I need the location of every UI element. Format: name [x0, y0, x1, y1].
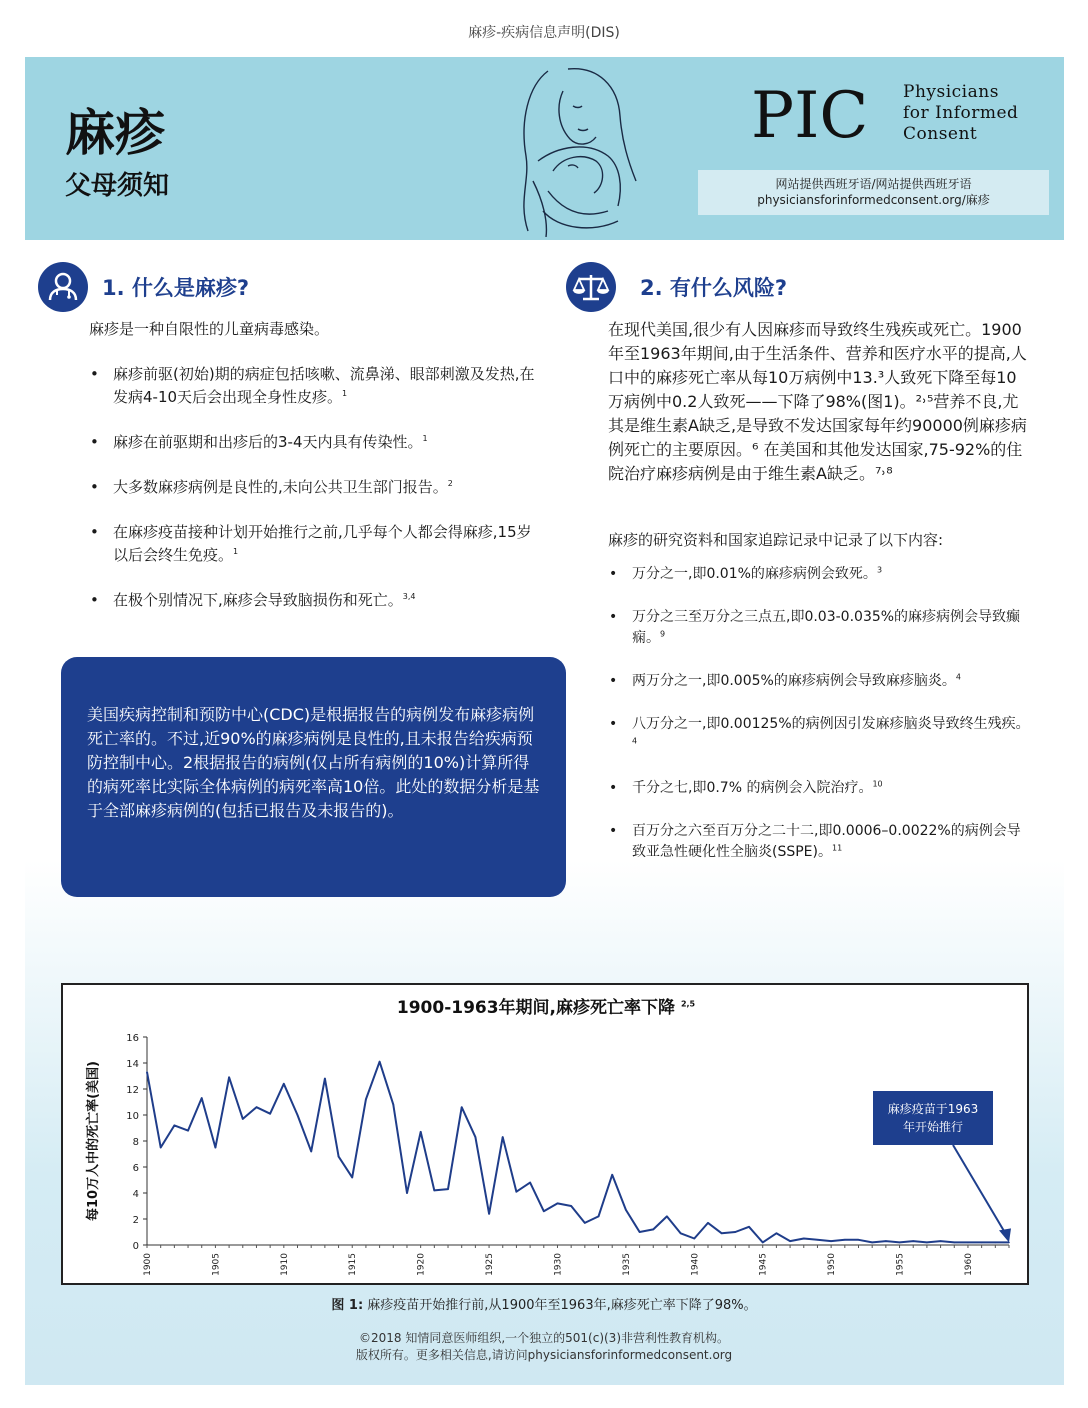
y-tick-label: 6	[132, 1163, 139, 1174]
annotation-text-line-2: 年开始推行	[902, 1120, 964, 1134]
doctor-icon	[38, 262, 88, 312]
data-point	[830, 1240, 832, 1242]
data-point	[160, 1147, 162, 1149]
x-tick-label: 1930	[553, 1253, 564, 1276]
pic-logo-icon	[751, 79, 886, 149]
section1-title: 1. 什么是麻疹?	[102, 276, 250, 300]
y-tick-label: 4	[132, 1189, 139, 1200]
y-tick-label: 10	[126, 1111, 139, 1122]
list-item: • 麻疹前驱(初始)期的病症包括咳嗽、流鼻涕、眼部刺激及发热,在发病4-10天后会出现全身性皮疹。$^1$	[87, 363, 539, 409]
header-banner	[25, 57, 1064, 240]
annotation-arrowhead	[999, 1228, 1011, 1242]
data-point	[803, 1238, 805, 1240]
data-point	[324, 1078, 326, 1080]
annotation-arrow	[953, 1145, 1006, 1234]
data-point	[406, 1192, 408, 1194]
data-point	[625, 1209, 627, 1211]
x-tick-label: 1900	[143, 1253, 153, 1276]
data-point	[652, 1229, 654, 1231]
data-point	[228, 1077, 230, 1079]
data-point	[283, 1083, 285, 1085]
annotation-box	[873, 1091, 993, 1145]
list-item: • 两万分之一,即0.005%的麻疹病例会导致麻疹脑炎。$^4$	[606, 671, 1032, 692]
section2-paragraph: 在现代美国,很少有人因麻疹而导致终生残疾或死亡。1900年至1963年期间,由于生活条件、营养和医疗水平的提高,人口中的麻疹死亡率从每10万病例中13.³人致死下降至每10万病例中0.2人致死——下降了98%(图1)。²˒⁵营养不良,尤其是维生素A缺乏,是导致不发达国家每年约90000例麻疹病例死亡的主要原因。⁶ 在美国和其他发达国家,75-92%的住院治疗麻疹病例是由于维生素A缺乏。⁷˒⁸	[608, 320, 1027, 483]
data-point	[447, 1188, 449, 1190]
website-link[interactable]: physiciansforinformedconsent.org/麻疹	[757, 193, 990, 207]
data-point	[557, 1203, 559, 1205]
data-point	[379, 1061, 381, 1063]
data-point	[256, 1106, 258, 1108]
data-point	[871, 1242, 873, 1244]
x-tick-label: 1920	[416, 1253, 427, 1276]
figure-caption: 图 1: 麻疹疫苗开始推行前,从1900年至1963年,麻疹死亡率下降了98%。	[331, 1298, 757, 1313]
data-point	[434, 1190, 436, 1192]
data-point	[475, 1136, 477, 1138]
data-point	[543, 1210, 545, 1212]
data-point	[516, 1191, 518, 1193]
data-point	[817, 1239, 819, 1241]
x-tick-label: 1905	[211, 1253, 222, 1276]
cdc-callout-box: 美国疾病控制和预防中心(CDC)是根据报告的病例发布麻疹病例死亡率的。不过,近90%的麻疹病例是良性的,且未报告给疾病预防控制中心。2根据报告的病例(仅占所有病例的10%)计算所得的病死率比实际全体病例的病死率高10倍。此处的数据分析是基于全部麻疹病例的(包括已报告及未报告的)。	[61, 657, 566, 897]
data-point	[694, 1238, 696, 1240]
data-point	[529, 1182, 531, 1184]
x-tick-label: 1945	[758, 1253, 769, 1276]
logo-text-line-3: Consent	[903, 124, 978, 144]
data-point	[338, 1156, 340, 1158]
y-tick-label: 12	[126, 1085, 139, 1096]
mortality-series-line	[147, 1062, 1009, 1243]
measles-mortality-chart	[61, 983, 1029, 1285]
list-item: • 在麻疹疫苗接种计划开始推行之前,几乎每个人都会得麻疹,15岁以后会终生免疫。$^1$	[87, 521, 539, 567]
logo-text-line-1: Physicians	[903, 82, 999, 102]
data-point	[351, 1177, 353, 1179]
chart-title: 1900-1963年期间,麻疹死亡率下降 $^{2,5}$	[396, 998, 696, 1018]
data-point	[174, 1125, 176, 1127]
y-tick-label: 8	[132, 1137, 139, 1148]
data-point	[187, 1130, 189, 1132]
annotation-text-line-1: 麻疹疫苗于1963	[887, 1102, 979, 1116]
page-subtitle: 父母须知	[65, 171, 170, 201]
data-point	[926, 1242, 928, 1244]
data-point	[502, 1136, 504, 1138]
x-tick-label: 1960	[963, 1253, 974, 1276]
x-tick-label: 1910	[279, 1253, 290, 1276]
data-point	[570, 1205, 572, 1207]
logo-letters: PIC	[751, 79, 869, 149]
footer-link[interactable]: 版权所有。更多相关信息,请访问physiciansforinformedconsent.org	[355, 1348, 733, 1362]
x-tick-label: 1940	[690, 1253, 701, 1276]
data-point	[598, 1216, 600, 1218]
y-tick-label: 0	[132, 1241, 139, 1252]
data-point	[215, 1147, 217, 1149]
y-tick-label: 16	[126, 1033, 139, 1044]
data-point	[789, 1240, 791, 1242]
logo-wordmark	[903, 82, 1018, 145]
data-point	[885, 1240, 887, 1242]
section2-title: 2. 有什么风险?	[640, 276, 788, 300]
x-tick-label: 1915	[348, 1253, 359, 1276]
data-point	[981, 1242, 983, 1244]
data-point	[899, 1242, 901, 1244]
x-tick-label: 1950	[827, 1253, 838, 1276]
data-point	[611, 1174, 613, 1176]
data-point	[392, 1104, 394, 1106]
data-point	[269, 1113, 271, 1115]
data-point	[967, 1242, 969, 1244]
footer	[0, 1330, 1088, 1364]
data-point	[146, 1071, 148, 1073]
data-point	[488, 1213, 490, 1215]
list-item: • 麻疹在前驱期和出疹后的3-4天内具有传染性。$^1$	[87, 431, 539, 454]
data-point	[940, 1240, 942, 1242]
list-item: • 在极个别情况下,麻疹会导致脑损伤和死亡。$^{3,4}$	[87, 589, 539, 612]
mother-child-illustration	[508, 61, 643, 237]
x-tick-label: 1935	[621, 1253, 632, 1276]
data-point	[201, 1097, 203, 1099]
document-label: 麻疹-疾病信息声明(DIS)	[468, 25, 620, 41]
data-point	[776, 1233, 778, 1235]
data-point	[420, 1131, 422, 1133]
data-point	[748, 1226, 750, 1228]
page-title: 麻疹	[65, 104, 165, 162]
list-item: • 百万分之六至百万分之二十二,即0.0006–0.0022%的病例会导致亚急性硬化性全脑炎(SSPE)。$^{11}$	[606, 821, 1032, 863]
footer-copyright: ©2018 知情同意医师组织,一个独立的501(c)(3)非营利性教育机构。	[358, 1331, 730, 1345]
list-item: • 八万分之一,即0.00125%的病例因引发麻疹脑炎导致终生残疾。$^4$	[606, 714, 1032, 756]
list-item: • 万分之三至万分之三点五,即0.03-0.035%的麻疹病例会导致癫痫。$^9$	[606, 607, 1032, 649]
data-point	[762, 1242, 764, 1244]
data-point	[735, 1231, 737, 1233]
data-point	[858, 1239, 860, 1241]
data-point	[680, 1233, 682, 1235]
data-point	[912, 1240, 914, 1242]
x-tick-label: 1955	[895, 1253, 906, 1276]
data-point	[953, 1242, 955, 1244]
section1-intro: 麻疹是一种自限性的儿童病毒感染。	[89, 320, 330, 338]
data-point	[707, 1222, 709, 1224]
data-point	[995, 1242, 997, 1244]
data-point	[365, 1099, 367, 1101]
list-item: • 万分之一,即0.01%的麻疹病例会致死。$^3$	[606, 564, 1032, 585]
spanish-link[interactable]: 网站提供西班牙语/网站提供西班牙语	[775, 177, 972, 191]
data-point	[461, 1106, 463, 1108]
list-item: • 大多数麻疹病例是良性的,未向公共卫生部门报告。$^2$	[87, 476, 539, 499]
section2-intro: 麻疹的研究资料和国家追踪记录中记录了以下内容:	[608, 531, 944, 549]
y-tick-label: 2	[132, 1215, 139, 1226]
y-axis-label: 每10万人中的死亡率(美国)	[86, 1061, 101, 1221]
chart-plot	[63, 985, 1029, 1283]
section1-body	[89, 318, 539, 612]
data-point	[310, 1151, 312, 1153]
list-item: • 千分之七,即0.7% 的病例会入院治疗。$^{10}$	[606, 778, 1032, 799]
data-point	[242, 1118, 244, 1120]
data-point	[666, 1216, 668, 1218]
y-tick-label: 14	[126, 1059, 139, 1070]
data-point	[844, 1239, 846, 1241]
website-links-box[interactable]	[698, 170, 1049, 215]
data-point	[721, 1233, 723, 1235]
data-point	[584, 1222, 586, 1224]
x-tick-label: 1925	[485, 1253, 496, 1276]
logo-text-line-2: for Informed	[903, 103, 1019, 123]
data-point	[639, 1231, 641, 1233]
section2-list	[606, 564, 1032, 863]
data-point	[297, 1114, 299, 1116]
scale-icon	[566, 262, 616, 312]
